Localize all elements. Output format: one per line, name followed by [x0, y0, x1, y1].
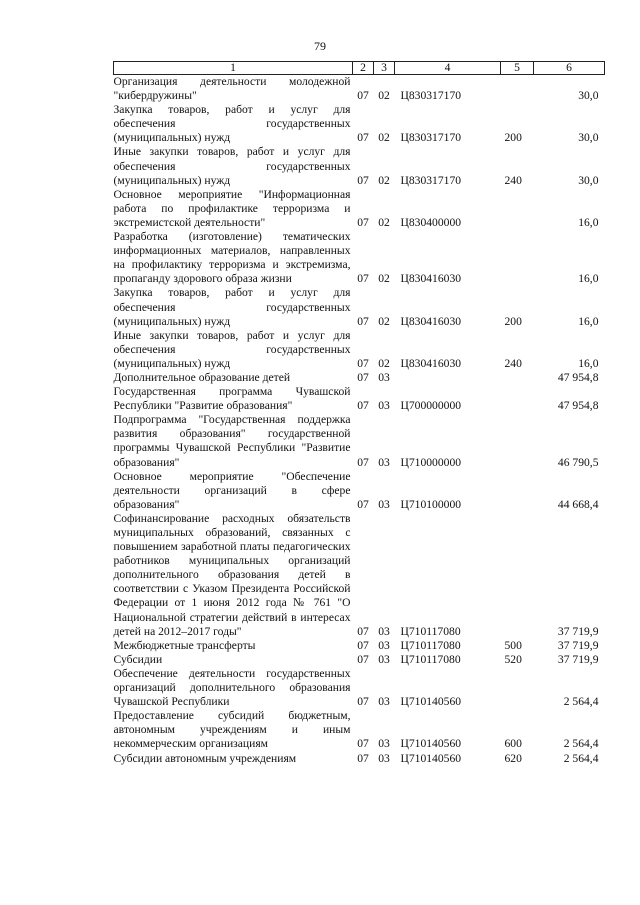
row-expense-type: 500 [504, 638, 522, 652]
row-amount: 37 719,9 [557, 624, 599, 638]
row-name: Субсидии автономным учреждениям [113, 751, 297, 765]
row-name: Основное мероприятие "Обеспечение деятельности организаций в сфере образования" [113, 469, 351, 511]
row-expense-type [501, 385, 534, 413]
row-expense-type [501, 371, 534, 385]
row-name: Дополнительное образование детей [113, 370, 291, 384]
row-section: 07 [357, 399, 369, 413]
row-expense-type: 240 [504, 173, 522, 187]
table-row [114, 385, 605, 413]
row-section: 07 [357, 455, 369, 469]
row-subsection: 02 [378, 356, 390, 370]
row-subsection: 03 [378, 399, 390, 413]
row-amount: 2 564,4 [563, 695, 599, 709]
row-subsection: 02 [378, 215, 390, 229]
row-name: Подпрограмма "Государственная поддержка развития образования" государственной программы Чувашской Республики "Развитие образования" [113, 413, 351, 469]
row-section: 07 [357, 131, 369, 145]
row-amount: 47 954,8 [557, 370, 599, 384]
row-section: 07 [357, 497, 369, 511]
row-amount: 30,0 [578, 89, 599, 103]
row-name: Закупка товаров, работ и услуг для обеспечения государственных (муниципальных) нужд [113, 103, 351, 145]
header-col-5: 5 [501, 62, 534, 75]
table-row [114, 413, 605, 469]
row-amount: 44 668,4 [557, 497, 599, 511]
row-target-article: Ц710000000 [400, 455, 462, 469]
row-target-article: Ц830416030 [400, 314, 462, 328]
row-amount: 16,0 [578, 314, 599, 328]
row-target-article: Ц830317170 [400, 131, 462, 145]
row-amount: 46 790,5 [557, 455, 599, 469]
row-section: 07 [357, 652, 369, 666]
header-col-2: 2 [353, 62, 374, 75]
row-section: 07 [357, 751, 369, 765]
row-expense-type [501, 413, 534, 469]
row-amount: 30,0 [578, 131, 599, 145]
row-section: 07 [357, 215, 369, 229]
row-expense-type: 600 [504, 737, 522, 751]
page-number: 79 [314, 39, 326, 53]
row-name: Иные закупки товаров, работ и услуг для обеспечения государственных (муниципальных) нужд [113, 328, 351, 370]
row-target-article: Ц710140560 [400, 695, 462, 709]
row-section: 07 [357, 272, 369, 286]
table-row [114, 230, 605, 286]
row-target-article: Ц830400000 [400, 215, 462, 229]
row-expense-type [501, 470, 534, 512]
row-subsection: 02 [378, 173, 390, 187]
row-expense-type: 200 [504, 131, 522, 145]
row-target-article: Ц710117080 [400, 624, 461, 638]
header-row [114, 62, 605, 75]
row-name: Предоставление субсидий бюджетным, автономным учреждениям и иным некоммерческим организациям [113, 709, 351, 751]
row-amount: 2 564,4 [563, 751, 599, 765]
row-target-article: Ц830317170 [400, 89, 462, 103]
header-col-1: 1 [114, 62, 353, 75]
row-name: Межбюджетные трансферты [113, 638, 256, 652]
table-row [114, 512, 605, 639]
row-amount: 16,0 [578, 356, 599, 370]
row-subsection: 02 [378, 131, 390, 145]
row-target-article: Ц830416030 [400, 272, 462, 286]
row-target-article: Ц710117080 [400, 652, 461, 666]
row-section: 07 [357, 356, 369, 370]
table-row [114, 667, 605, 709]
row-subsection: 03 [378, 652, 390, 666]
row-section: 07 [357, 624, 369, 638]
row-section: 07 [357, 638, 369, 652]
table-row [114, 639, 605, 653]
row-amount: 16,0 [578, 272, 599, 286]
table-body [114, 75, 605, 766]
table-row [114, 371, 605, 385]
row-name: Софинансирование расходных обязательств муниципальных образований, связанных с повышением заработной платы педагогических работников муниципальных организаций дополнительного образования детей в соответствии с Указом Президента Российской Федерации от 1 июня 2012 года № 761 "О Национальной стратегии действий в интересах детей на 2012–2017 годы" [113, 511, 351, 638]
row-target-article [395, 371, 501, 385]
row-expense-type: 200 [504, 314, 522, 328]
table-row [114, 752, 605, 766]
row-target-article: Ц710140560 [400, 751, 462, 765]
row-section: 07 [357, 314, 369, 328]
row-subsection: 03 [378, 455, 390, 469]
row-name: Организация деятельности молодежной "кибердружины" [113, 75, 351, 103]
row-subsection: 03 [378, 370, 390, 384]
table-row [114, 329, 605, 371]
row-expense-type [501, 188, 534, 230]
row-subsection: 03 [378, 624, 390, 638]
table-row [114, 286, 605, 328]
row-section: 07 [357, 370, 369, 384]
row-name: Основное мероприятие "Информационная работа по профилактике терроризма и экстремистской деятельности" [113, 187, 351, 229]
row-amount: 37 719,9 [557, 652, 599, 666]
row-expense-type: 240 [504, 356, 522, 370]
table-header [114, 62, 605, 75]
row-expense-type [501, 667, 534, 709]
row-name: Государственная программа Чувашской Республики "Развитие образования" [113, 385, 351, 413]
row-expense-type [501, 75, 534, 104]
table-row [114, 709, 605, 751]
row-subsection: 03 [378, 638, 390, 652]
row-section: 07 [357, 695, 369, 709]
row-expense-type: 620 [504, 751, 522, 765]
row-subsection: 03 [378, 497, 390, 511]
row-name: Обеспечение деятельности государственных организаций дополнительного образования Чувашской Республики [113, 666, 351, 709]
row-amount: 47 954,8 [557, 399, 599, 413]
table-row [114, 145, 605, 187]
table-row [114, 103, 605, 145]
table-row [114, 188, 605, 230]
row-name: Субсидии [113, 652, 163, 666]
row-subsection: 02 [378, 272, 390, 286]
row-name: Закупка товаров, работ и услуг для обеспечения государственных (муниципальных) нужд [113, 286, 351, 328]
row-target-article: Ц700000000 [400, 399, 462, 413]
row-subsection: 03 [378, 695, 390, 709]
table-row [114, 653, 605, 667]
header-col-3: 3 [374, 62, 395, 75]
row-expense-type: 520 [504, 652, 522, 666]
budget-table [113, 61, 605, 766]
row-name: Иные закупки товаров, работ и услуг для обеспечения государственных (муниципальных) нужд [113, 145, 351, 187]
row-subsection: 03 [378, 737, 390, 751]
table-row [114, 75, 605, 104]
row-subsection: 02 [378, 314, 390, 328]
row-section: 07 [357, 89, 369, 103]
row-amount: 30,0 [578, 173, 599, 187]
row-amount: 16,0 [578, 215, 599, 229]
row-target-article: Ц710100000 [400, 497, 462, 511]
row-amount: 2 564,4 [563, 737, 599, 751]
header-col-6: 6 [534, 62, 605, 75]
row-target-article: Ц710140560 [400, 737, 462, 751]
row-expense-type [501, 230, 534, 286]
row-name: Разработка (изготовление) тематических информационных материалов, направленных на профилактику терроризма и экстремизма, пропаганду здорового образа жизни [113, 230, 351, 286]
row-amount: 37 719,9 [557, 638, 599, 652]
header-col-4: 4 [395, 62, 501, 75]
row-expense-type [501, 512, 534, 639]
row-target-article: Ц830416030 [400, 356, 462, 370]
row-target-article: Ц710117080 [400, 638, 461, 652]
row-section: 07 [357, 173, 369, 187]
row-section: 07 [357, 737, 369, 751]
row-subsection: 02 [378, 89, 390, 103]
row-target-article: Ц830317170 [400, 173, 462, 187]
table-row [114, 470, 605, 512]
row-subsection: 03 [378, 751, 390, 765]
